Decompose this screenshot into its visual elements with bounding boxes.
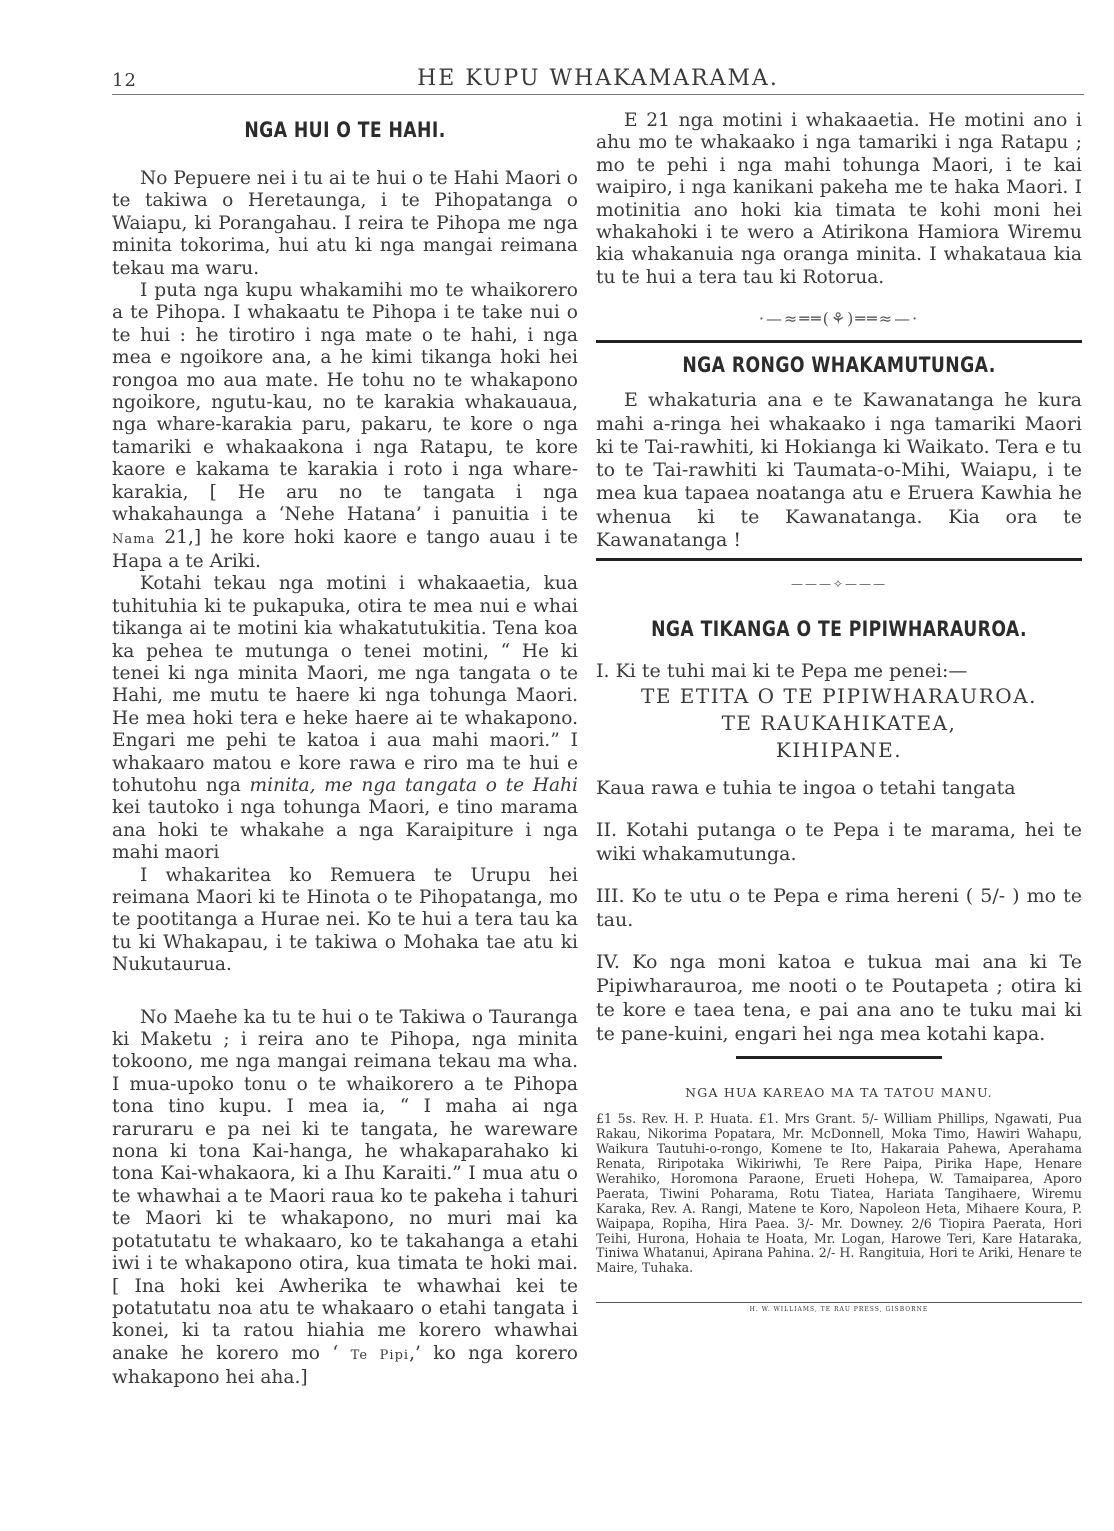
rule-item-3: III. Ko te utu o te Pepa e rima hereni ( 5/- ) mo te tau. bbox=[596, 885, 1082, 932]
thick-rule-1 bbox=[596, 340, 1082, 343]
running-title: HE KUPU WHAKAMARAMA. bbox=[417, 66, 779, 91]
editor-address-line-1: TE ETITA O TE PIPIWHARAUROA. bbox=[640, 684, 1037, 709]
paragraph-remuera: I whakaritea ko Remuera te Urupu hei reimana Maori ki te Hinota o te Pihopatanga, mo te pootitanga a Hurae nei. Ko te hui a tera tau ka tu ki Whakapau, i te takiwa o Mohaka tae atu ki Nukutaurua. bbox=[112, 864, 578, 976]
right-column bbox=[596, 110, 1082, 1313]
paragraph-maehe bbox=[112, 1007, 578, 1390]
paragraph-pepuere: No Pepuere nei i tu ai te hui o te Hahi Maori o te takiwa o Heretaunga, i te Pihopatanga o Waiapu, ki Porangahau. I reira te Pihopa me nga minita tokorima, hui atu ki nga mangai reimana tekau ma waru. bbox=[112, 168, 578, 279]
paragraph-motini bbox=[112, 573, 578, 864]
page-header bbox=[112, 62, 1084, 96]
heading-nga-tikanga: NGA TIKANGA O TE PIPIWHARAUROA. bbox=[651, 617, 1027, 642]
editor-address-line-2: TE RAUKAHIKATEA, bbox=[721, 711, 957, 736]
thick-rule-2 bbox=[596, 558, 1082, 561]
rule-item-1-note: Kaua rawa e tuhia te ingoa o tetahi tangata bbox=[596, 777, 1016, 800]
italic-minita: minita, me nga tangata o te Hahi bbox=[249, 774, 578, 796]
rule-item-2: II. Kotahi putanga o te Pepa i te marama, hei te wiki whakamutunga. bbox=[596, 819, 1082, 866]
paragraph-whaikorero bbox=[112, 280, 578, 573]
page-number: 12 bbox=[112, 70, 137, 91]
paragraph-maehe-text: No Maehe ka tu te hui o te Takiwa o Tauranga ki Maketu ; i reira ano te Pihopa, nga minita tokoono, me nga mangai reimana tekau ma wha. I mua-upoko tonu o te whaikorero a te Pihopa tona tino kupu. I mea ia, “ I maha ai nga raruraru e pa nei ki te tangata, he wareware nona ki tona Kai-hanga, he whakaparahako ki tona Kai-whakaora, ki a Ihu Karaiti.” I mua atu o te whawhai a te Maori raua ko te pakeha i tahuri te Maori ki te whakapono, no muri mai ka potatutatu te whakaaro, ko te takahanga a etahi iwi i te whakapono otira, kua timata te hoki mai. [ Ina hoki kei Awherika te whawhai kei te potatutatu noa atu te whakaaro o etahi tangata i konei, ki ta ratou hiahia me korero whawhai anake he korero mo ‘ bbox=[112, 1006, 578, 1364]
donor-list: £1 5s. Rev. H. P. Huata. £1. Mrs Grant. 5/- William Phillips, Ngawati, Pua Rakau, Nikorima Popatara, Mr. McDonnell, Moka Timo, Hawiri Wahapu, Waikura Tautuhi-o-rongo, Komene te Ito, Hakaraia Pahewa, Aperahama Renata, Riripotaka Wikiriwhi, Te Rere Paipa, Pirika Hape, Henare Werahiko, Horomona Paraone, Erueti Hohepa, W. Tamaiparea, Aporo Paerata, Tiwini Poharama, Rotu Tiatea, Hariata Tangihaere, Wiremu Karaka, Rev. A. Rangi, Matene te Koro, Napoleon Heta, Mihaere Koura, P. Waipapa, Ropiha, Hira Paea. 3/- Mr. Downey. 2/6 Tiopira Paerata, Hori Teihi, Hurona, Hohaia te Hoata, Mr. Logan, Harowe Teri, Kare Hataraka, Tiniwa Whatanui, Apirana Pahina. 2/- H. Rangituia, Hori te Ariki, Henare te Maire, Tuhaka. bbox=[596, 1111, 1082, 1276]
rule-item-4: IV. Ko nga moni katoa e tukua mai ana ki Te Pipiwharauroa, me nooti o te Poutapeta ; otira ki te kore e taea tena, e pai ana ano te tuku mai ki te pane-kuini, engari hei nga mea kotahi kapa. bbox=[596, 951, 1082, 1046]
heading-nga-rongo: NGA RONGO WHAKAMUTUNGA. bbox=[682, 353, 996, 378]
paragraph-e21-motini: E 21 nga motini i whakaaetia. He motini ano i ahu mo te whakaako i nga tamariki i nga Ratapu ; mo te pehi i nga mahi tohunga Maori, i te kai waipiro, i nga kanikani pakeha me te haka Maori. I motinitia ano hoki kia timata te kohi moni hei whakahoki i te wero a Atirikona Hamiora Wiremu kia whakanuia nga oranga minita. I whakataua kia tu te hui a tera tau ki Rotorua. bbox=[596, 110, 1082, 288]
te-pipi-smallcaps: Te Pipi bbox=[350, 1347, 410, 1363]
heading-nga-hui: NGA HUI O TE HAHI. bbox=[244, 118, 446, 142]
paragraph-rongo: E whakaturia ana e te Kawanatanga he kura mahi a-ringa hei whakaako i nga tamariki Maori ki te Tai-rawhiti, ki Hokianga ki Waikato. Tera e tu to te Tai-rawhiti ki Taumata-o-Mihi, Waiapu, i te mea kua tapaea noatanga atu e Eruera Kawhia he whenua ki te Kawanatanga. Kia ora te Kawanatanga ! bbox=[596, 389, 1082, 552]
paragraph-motini-text: Kotahi tekau nga motini i whakaaetia, kua tuhituhia ki te pukapuka, otira te mea nui e whai tikanga ai te motini kia whakatutukitia. Tena koa ka pehea te mutunga o tenei motini, “ He ki tenei ki nga minita Maori, me nga tangata o te Hahi, me mutu te haere ki nga tohunga Maori. He mea hoki tera e heke haere ai te whakapono. Engari me pehi te katoa i aua mahi maori.” I whakaaro matou e kore rawa e riro ma te hui e tohutohu nga bbox=[112, 573, 578, 796]
ornament-divider-1: ·—≈══(⚘)══≈—· bbox=[758, 309, 920, 329]
paragraph-maehe-end: ,’ ko nga korero whakapono hei aha.] bbox=[112, 1342, 579, 1389]
printer-imprint: H. W. WILLIAMS, TE RAU PRESS, GISBORNE bbox=[749, 1306, 929, 1314]
paragraph-motini-end: kei tautoko i nga tohunga Maori, e tino marama ana hoki te whakahe a nga Karaipiture i nga mahi maori bbox=[112, 797, 578, 864]
ornament-divider-2: ———✧——— bbox=[790, 577, 888, 592]
rule-item-1: I. Ki te tuhi mai ki te Pepa me penei:— bbox=[596, 660, 968, 683]
nama-smallcaps: Nama bbox=[112, 531, 156, 547]
short-rule bbox=[736, 1056, 942, 1059]
paragraph-whaikorero-end: 21,] he kore hoki kaore e tango auau i te Hapa a te Ariki. bbox=[112, 526, 578, 572]
heading-nga-hua: NGA HUA KAREAO MA TA TATOU MANU. bbox=[685, 1085, 993, 1101]
paragraph-whaikorero-text: I puta nga kupu whakamihi mo te whaikorero a te Pihopa. I whakaatu te Pihopa i te take nui o te hui : he tirotiro i nga mate o te hahi, i nga mea e ngoikore ana, a he kimi tikanga hoki hei rongoa mo aua mate. He tohu no te whakapono ngoikore, ngutu-kau, no te karakia whakauaua, nga whare-karakia paru, pakaru, te kore o nga tamariki e whakaakona i nga Ratapu, te kore kaore e kakama te karakia i roto i nga whare-karakia, [ He aru no te tangata i nga whakahaunga a ‘Nehe Hatana’ i panuitia i te bbox=[112, 280, 578, 526]
editor-address-line-3: KIHIPANE. bbox=[775, 738, 903, 763]
header-rule bbox=[112, 94, 1084, 95]
footer-rule bbox=[596, 1302, 1082, 1303]
left-column bbox=[112, 110, 578, 1390]
